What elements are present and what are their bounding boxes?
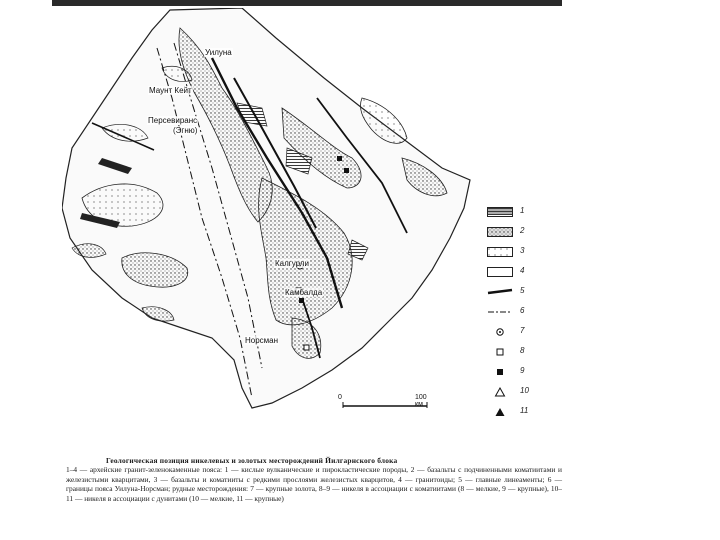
empty-box-icon (487, 267, 513, 277)
nickel-deposit-large-2 (344, 168, 349, 173)
legend-item-11 (487, 405, 549, 421)
scale-distance: 100 км (415, 394, 427, 408)
caption-body: 1–4 — архейские гранит-зеленокаменные пояса: 1 — кислые вулканические и пирокластические породы, 2 — базальты с подчиненными коматиитами и железистыми кварцитами, 3 — базальты и коматииты с редкими прослоями железистых кварцитов, 4 — гранитоиды; 5 — главные линеаменты; 6 — границы пояса Уилуна-Норсман; рудные месторождения: 7 — крупные золота, 8–9 — никеля в ассоциации с коматиитами (8 — мелкие, 9 — крупные), 10–11 — никеля в ассоциации с дунитами (10 — мелкие, 11 — крупные) (66, 465, 562, 503)
filled-square-icon (487, 367, 513, 377)
legend-item-1 (487, 205, 549, 221)
dash-dot-line-icon (487, 307, 513, 317)
place-wiluna: Уилуна (205, 48, 232, 57)
thick-line-icon (487, 287, 513, 297)
legend-item-2 (487, 225, 549, 241)
legend-num: 1 (520, 206, 525, 215)
dotted-box-icon (487, 227, 513, 237)
hatched-box-icon (487, 207, 513, 217)
place-kalgoorlie: Калгурли (275, 259, 309, 268)
figure-caption (66, 456, 562, 503)
circle-dot-icon (487, 327, 513, 337)
sparse-dot-box-icon (487, 247, 513, 257)
nickel-deposit-large-1 (337, 156, 342, 161)
scale-bar (335, 394, 435, 412)
legend-num: 6 (520, 306, 525, 315)
legend-num: 11 (520, 406, 529, 415)
open-square-icon (487, 347, 513, 357)
scale-zero: 0 (338, 394, 342, 401)
norseman-deposit (304, 345, 309, 350)
legend-num: 4 (520, 266, 525, 275)
scan-edge-strip (52, 0, 562, 6)
legend-item-5 (487, 285, 549, 301)
filled-triangle-icon (487, 407, 513, 417)
legend-num: 3 (520, 246, 525, 255)
map-legend (487, 205, 549, 421)
place-norseman: Норсман (245, 336, 279, 345)
legend-item-9 (487, 365, 549, 381)
place-agnew: (Эгню) (173, 126, 198, 135)
legend-num: 10 (520, 386, 529, 395)
legend-item-8 (487, 345, 549, 361)
caption-title: Геологическая позиция никелевых и золотых месторождений Йилгарнского блока (106, 456, 398, 465)
place-mount-keith: Маунт Кейт (149, 86, 192, 95)
legend-num: 5 (520, 286, 525, 295)
open-triangle-icon (487, 387, 513, 397)
legend-item-6 (487, 305, 549, 321)
legend-num: 8 (520, 346, 525, 355)
place-perseverance: Персевиранс (148, 116, 198, 125)
map-drawing (62, 8, 492, 428)
legend-item-10 (487, 385, 549, 401)
geological-map (62, 8, 492, 428)
nickel-deposit-large-3 (299, 298, 304, 303)
legend-num: 2 (520, 226, 525, 235)
legend-item-4 (487, 265, 549, 281)
place-kambalda: Камбалда (285, 288, 323, 297)
legend-item-7 (487, 325, 549, 341)
legend-num: 9 (520, 366, 525, 375)
legend-item-3 (487, 245, 549, 261)
legend-num: 7 (520, 326, 525, 335)
